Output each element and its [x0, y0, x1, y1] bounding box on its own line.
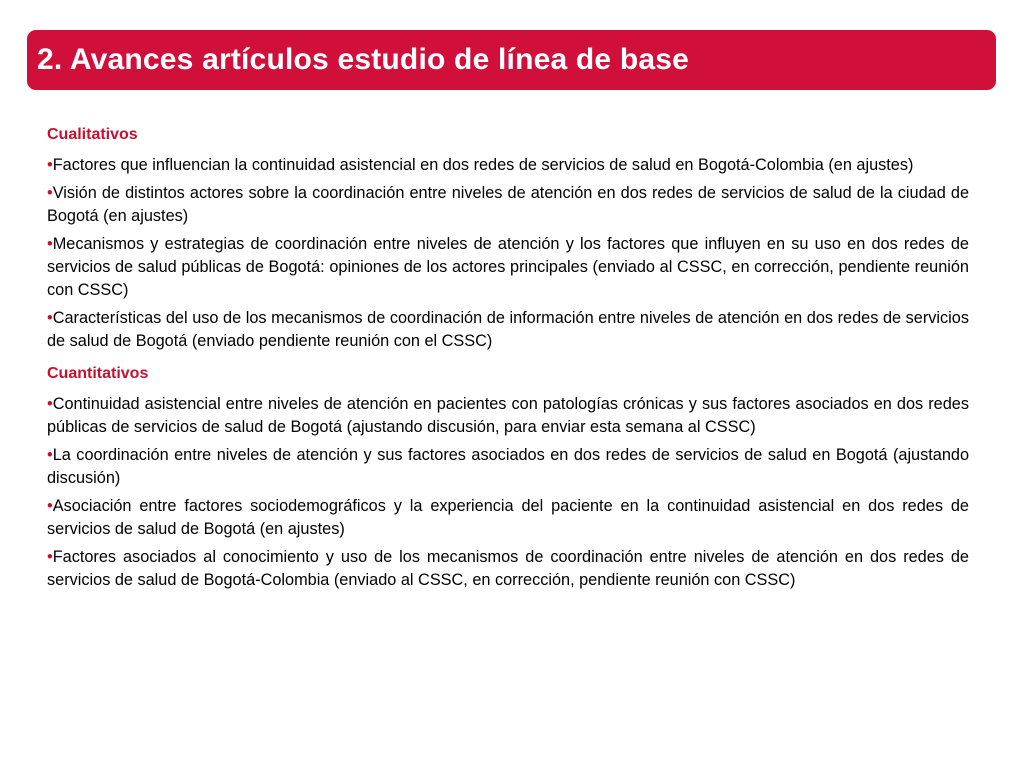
- bullet-icon: •: [47, 548, 53, 566]
- list-item-text: Factores asociados al conocimiento y uso de los mecanismos de coordinación entre niveles de atención en dos redes de servicios de salud de Bogotá-Colombia (enviado al CSSC, en corrección, pendiente reunión con CSSC): [47, 548, 969, 589]
- list-item: [47, 307, 969, 353]
- bullet-icon: •: [47, 184, 53, 202]
- title-bar: [27, 30, 996, 90]
- section-heading-cuantitativos: Cuantitativos: [47, 365, 149, 382]
- slide-content: [47, 124, 969, 597]
- list-item: [47, 393, 969, 439]
- bullet-icon: •: [47, 156, 53, 174]
- bullet-icon: •: [47, 446, 53, 464]
- list-item-text: Características del uso de los mecanismos de coordinación de información entre niveles de atención en dos redes de servicios de salud de Bogotá (enviado pendiente reunión con el CSSC): [47, 309, 969, 350]
- list-item-text: La coordinación entre niveles de atención y sus factores asociados en dos redes de servicios de salud en Bogotá (ajustando discusión): [47, 446, 969, 487]
- bullet-icon: •: [47, 309, 53, 327]
- list-item: [47, 182, 969, 228]
- list-item: [47, 495, 969, 541]
- list-item-text: Asociación entre factores sociodemográficos y la experiencia del paciente en la continuidad asistencial en dos redes de servicios de salud de Bogotá (en ajustes): [47, 497, 969, 538]
- list-item: [47, 546, 969, 592]
- list-item-text: Mecanismos y estrategias de coordinación entre niveles de atención y los factores que influyen en su uso en dos redes de servicios de salud públicas de Bogotá: opiniones de los actores principales (enviado al CSSC, en corrección, pendiente reunión con CSSC): [47, 235, 969, 299]
- list-item-text: Continuidad asistencial entre niveles de atención en pacientes con patologías crónicas y sus factores asociados en dos redes públicas de servicios de salud de Bogotá (ajustando discusión, para enviar esta semana al CSSC): [47, 395, 969, 436]
- bullet-icon: •: [47, 395, 53, 413]
- list-item-text: Factores que influencian la continuidad asistencial en dos redes de servicios de salud en Bogotá-Colombia (en ajustes): [52, 156, 914, 174]
- list-item-text: Visión de distintos actores sobre la coordinación entre niveles de atención en dos redes de servicios de salud de la ciudad de Bogotá (en ajustes): [47, 184, 969, 225]
- list-item: [47, 444, 969, 490]
- slide-title: 2. Avances artículos estudio de línea de base: [37, 43, 690, 76]
- list-item: [47, 233, 969, 302]
- bullet-icon: •: [47, 235, 53, 253]
- bullet-icon: •: [47, 497, 53, 515]
- section-heading-cualitativos: Cualitativos: [47, 126, 138, 143]
- list-item: [47, 154, 969, 177]
